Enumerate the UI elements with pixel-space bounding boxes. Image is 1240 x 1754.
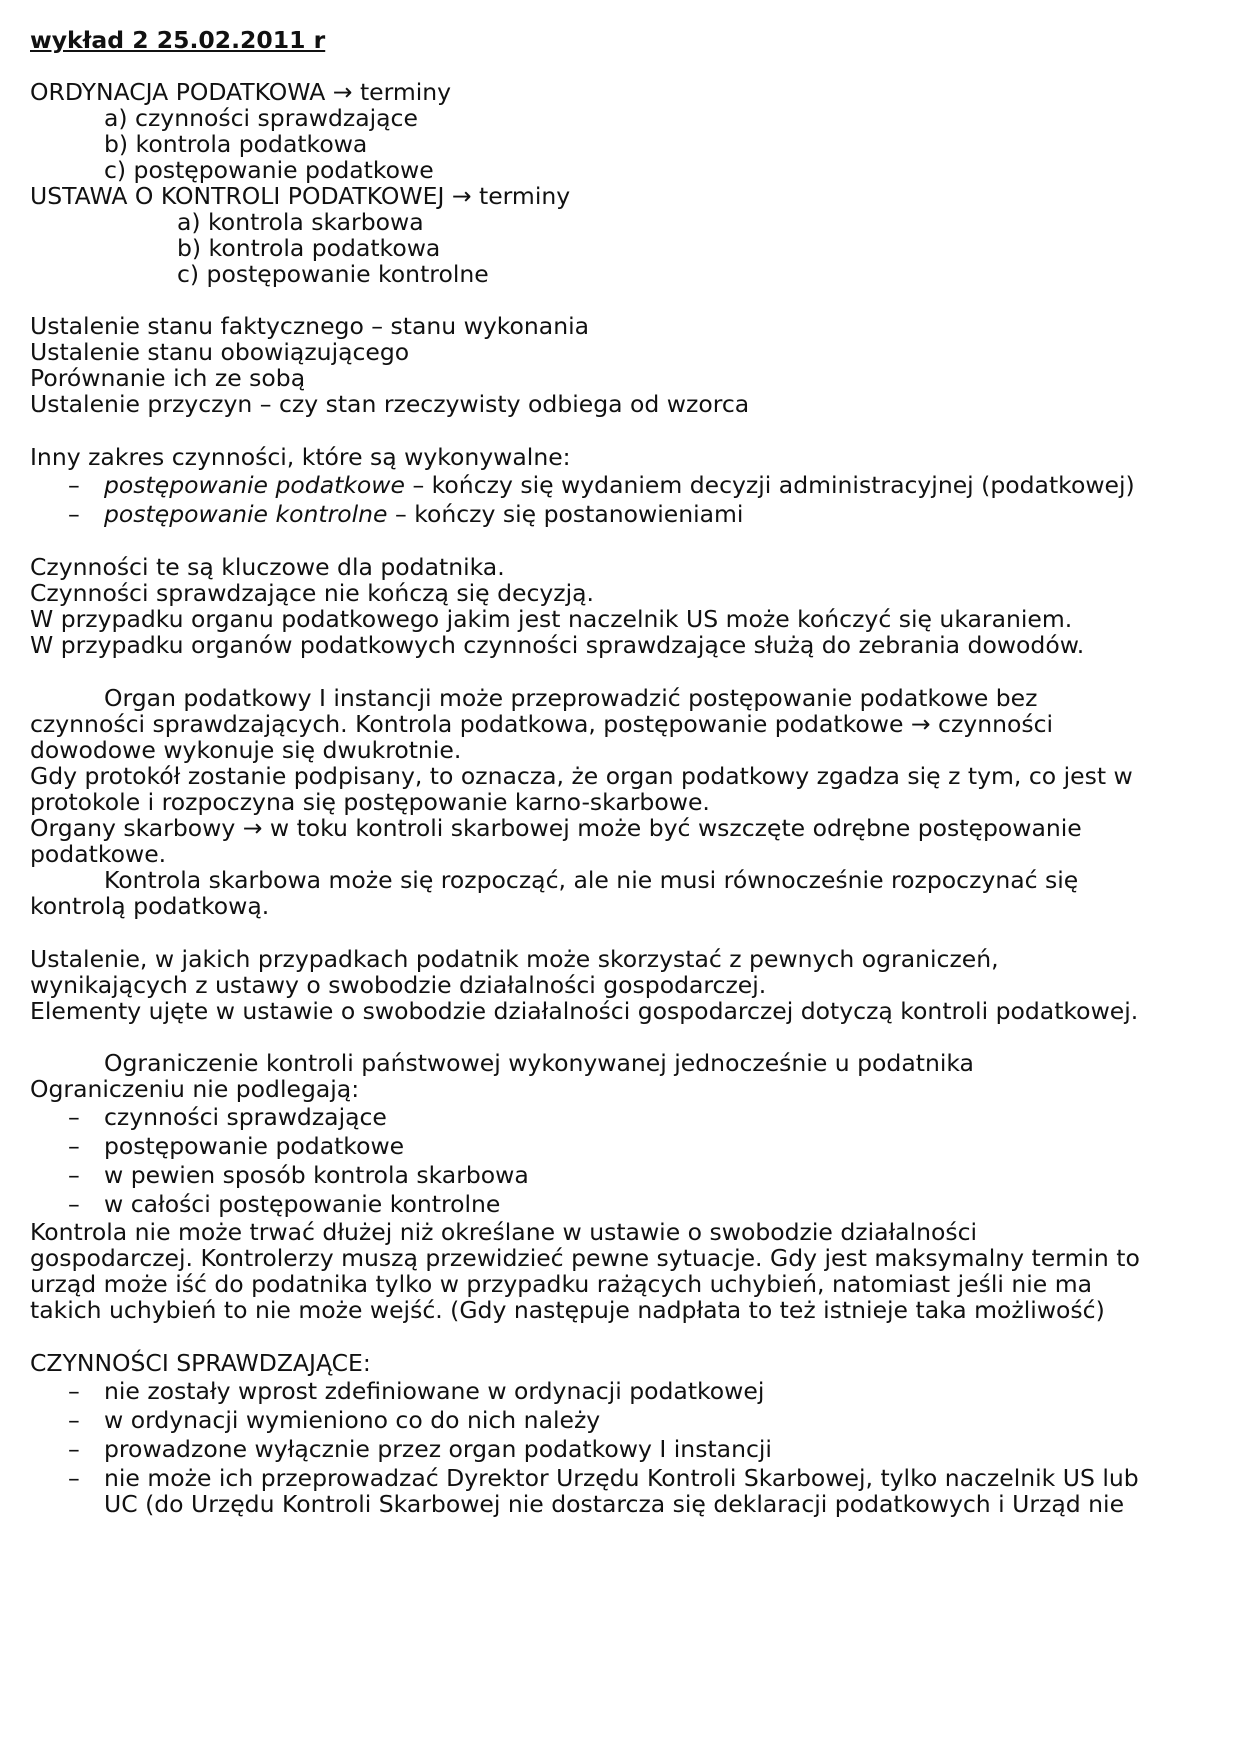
text-line: Ustalenie stanu faktycznego – stanu wykonania <box>30 312 590 340</box>
lecture-title: wykład 2 25.02.2011 r <box>30 26 326 54</box>
text-line: urząd może iść do podatnika tylko w przypadku rażących uchybień, natomiast jeśli nie ma <box>30 1270 1093 1298</box>
bullet-item: w pewien sposób kontrola skarbowa <box>104 1161 529 1189</box>
bullet-item: nie może ich przeprowadzać Dyrektor Urzędu Kontroli Skarbowej, tylko naczelnik US lub <box>104 1464 1139 1492</box>
text-line: Kontrola nie może trwać dłużej niż określane w ustawie o swobodzie działalności <box>30 1218 978 1246</box>
bullet-dash: – <box>68 1103 80 1131</box>
bullet-dash: – <box>68 1132 80 1160</box>
list-item: a) kontrola skarbowa <box>177 208 424 236</box>
bullet-item: w ordynacji wymieniono co do nich należy <box>104 1406 601 1434</box>
bullet-item <box>104 471 1135 500</box>
bullet-item: nie zostały wprost zdefiniowane w ordynacji podatkowej <box>104 1377 765 1405</box>
text-line: Ustalenie stanu obowiązującego <box>30 338 410 366</box>
bullet-dash: – <box>68 1190 80 1218</box>
bullet-dash: – <box>68 1464 80 1492</box>
bullet-dash: – <box>68 471 80 499</box>
text-line: Inny zakres czynności, które są wykonywalne: <box>30 443 571 471</box>
heading-ustawa: USTAWA O KONTROLI PODATKOWEJ → terminy <box>30 182 571 210</box>
list-item: b) kontrola podatkowa <box>177 234 441 262</box>
bullet-text: – kończy się wydaniem decyzji administracyjnej (podatkowej) <box>404 471 1135 499</box>
bullet-item: prowadzone wyłącznie przez organ podatkowy I instancji <box>104 1435 772 1463</box>
list-item: a) czynności sprawdzające <box>104 104 418 132</box>
text-line: Ograniczeniu nie podlegają: <box>30 1075 360 1103</box>
text-line: Kontrola skarbowa może się rozpocząć, ale nie musi równocześnie rozpoczynać się <box>104 866 1079 894</box>
bullet-item: postępowanie podatkowe <box>104 1132 405 1160</box>
text-line: czynności sprawdzających. Kontrola podatkowa, postępowanie podatkowe → czynności <box>30 710 1054 738</box>
bullet-item: w całości postępowanie kontrolne <box>104 1190 501 1218</box>
bullet-continuation: UC (do Urzędu Kontroli Skarbowej nie dostarcza się deklaracji podatkowych i Urząd nie <box>104 1490 1125 1518</box>
text-line: dowodowe wykonuje się dwukrotnie. <box>30 736 462 764</box>
text-line: protokole i rozpoczyna się postępowanie karno-skarbowe. <box>30 788 710 816</box>
text-line: W przypadku organów podatkowych czynności sprawdzające służą do zebrania dowodów. <box>30 631 1085 659</box>
text-line: Organ podatkowy I instancji może przeprowadzić postępowanie podatkowe bez <box>104 684 1038 712</box>
text-line: Czynności sprawdzające nie kończą się decyzją. <box>30 579 595 607</box>
bullet-dash: – <box>68 1406 80 1434</box>
section-heading: CZYNNOŚCI SPRAWDZAJĄCE: <box>30 1349 371 1377</box>
text-line: gospodarczej. Kontrolerzy muszą przewidzieć pewne sytuacje. Gdy jest maksymalny termin to <box>30 1244 1140 1272</box>
bullet-item: czynności sprawdzające <box>104 1103 387 1131</box>
bullet-text: – kończy się postanowieniami <box>387 500 744 528</box>
text-line: Ustalenie, w jakich przypadkach podatnik może skorzystać z pewnych ograniczeń, <box>30 945 999 973</box>
bullet-dash: – <box>68 1435 80 1463</box>
bullet-dash: – <box>68 500 80 528</box>
text-line: Gdy protokół zostanie podpisany, to oznacza, że organ podatkowy zgadza się z tym, co jest w <box>30 762 1133 790</box>
text-line: Ograniczenie kontroli państwowej wykonywanej jednocześnie u podatnika <box>104 1049 974 1077</box>
text-line: Czynności te są kluczowe dla podatnika. <box>30 553 505 581</box>
text-line: W przypadku organu podatkowego jakim jest naczelnik US może kończyć się ukaraniem. <box>30 605 1073 633</box>
list-item: c) postępowanie kontrolne <box>177 260 489 288</box>
term-italic: postępowanie kontrolne <box>104 500 388 528</box>
text-line: wynikających z ustawy o swobodzie działalności gospodarczej. <box>30 971 767 999</box>
text-line: Organy skarbowy → w toku kontroli skarbowej może być wszczęte odrębne postępowanie <box>30 814 1082 842</box>
bullet-item <box>104 500 743 529</box>
text-line: podatkowe. <box>30 840 167 868</box>
list-item: b) kontrola podatkowa <box>104 130 368 158</box>
heading-ordynacja: ORDYNACJA PODATKOWA → terminy <box>30 78 452 106</box>
term-italic: postępowanie podatkowe <box>104 471 405 499</box>
text-line: Elementy ujęte w ustawie o swobodzie działalności gospodarczej dotyczą kontroli podatkowej. <box>30 997 1139 1025</box>
bullet-dash: – <box>68 1377 80 1405</box>
text-line: takich uchybień to nie może wejść. (Gdy następuje nadpłata to też istnieje taka możliwość) <box>30 1296 1105 1324</box>
text-line: Ustalenie przyczyn – czy stan rzeczywisty odbiega od wzorca <box>30 390 750 418</box>
text-line: kontrolą podatkową. <box>30 892 270 920</box>
list-item: c) postępowanie podatkowe <box>104 156 434 184</box>
text-line: Porównanie ich ze sobą <box>30 364 306 392</box>
bullet-dash: – <box>68 1161 80 1189</box>
